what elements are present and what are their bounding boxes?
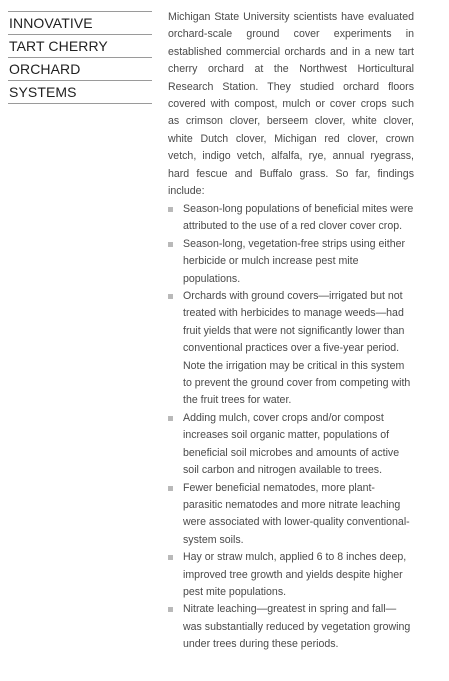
bullet-icon: [168, 555, 173, 560]
bullet-icon: [168, 242, 173, 247]
bullet-icon: [168, 207, 173, 212]
finding-text: Nitrate leaching—greatest in spring and fall—was substantially reduced by vegetation growing under trees during these periods.: [183, 603, 411, 651]
list-item: [168, 288, 414, 410]
finding-text: Orchards with ground covers—irrigated but not treated with herbicides to manage weeds—had fruit yields that were not significantly lower than conventional practices over a five-year period. Note the irrigation may be critical in this system to prevent the ground cover from competing with the fruit trees for water.: [183, 290, 411, 407]
title-line-3: ORCHARD: [8, 57, 152, 80]
bullet-icon: [168, 416, 173, 421]
intro-paragraph: Michigan State University scientists have evaluated orchard-scale ground cover experiments in established commercial orchards and in a new tart cherry orchard at the Northwest Horticultural Research Station. They studied orchard floors covered with compost, mulch or cover crops such as crimson clover, berseem clover, white clover, white Dutch clover, Michigan red clover, crown vetch, indigo vetch, alfalfa, rye, annual ryegrass, hard fescue and Buffalo grass. So far, findings include:: [168, 11, 414, 198]
list-item: [168, 601, 414, 653]
list-item: [168, 410, 414, 480]
finding-text: Fewer beneficial nematodes, more plant-parasitic nematodes and more nitrate leaching were associated with lower-quality conventional-system soils.: [183, 481, 410, 546]
finding-text: Hay or straw mulch, applied 6 to 8 inches deep, improved tree growth and yields despite higher pest mite populations.: [183, 551, 407, 598]
sidebar-title-block: [8, 11, 152, 104]
list-item: [168, 549, 414, 601]
finding-text: Adding mulch, cover crops and/or compost increases soil organic matter, populations of beneficial soil microbes and amounts of active soil carbon and nitrogen available to trees.: [183, 411, 400, 477]
title-line-2: TART CHERRY: [8, 34, 152, 57]
finding-text: Season-long, vegetation-free strips using either herbicide or mulch increase pest mite populations.: [183, 237, 406, 285]
bullet-icon: [168, 294, 173, 299]
list-item: [168, 480, 414, 550]
title-line-4: SYSTEMS: [8, 80, 152, 104]
main-text-column: [168, 9, 414, 651]
bullet-icon: [168, 486, 173, 491]
bullet-icon: [168, 607, 173, 612]
finding-text: Season-long populations of beneficial mites were attributed to the use of a red clover cover crop.: [183, 203, 414, 233]
findings-list: [168, 201, 414, 654]
title-line-1: INNOVATIVE: [8, 11, 152, 34]
list-item: [168, 201, 414, 236]
list-item: [168, 236, 414, 288]
